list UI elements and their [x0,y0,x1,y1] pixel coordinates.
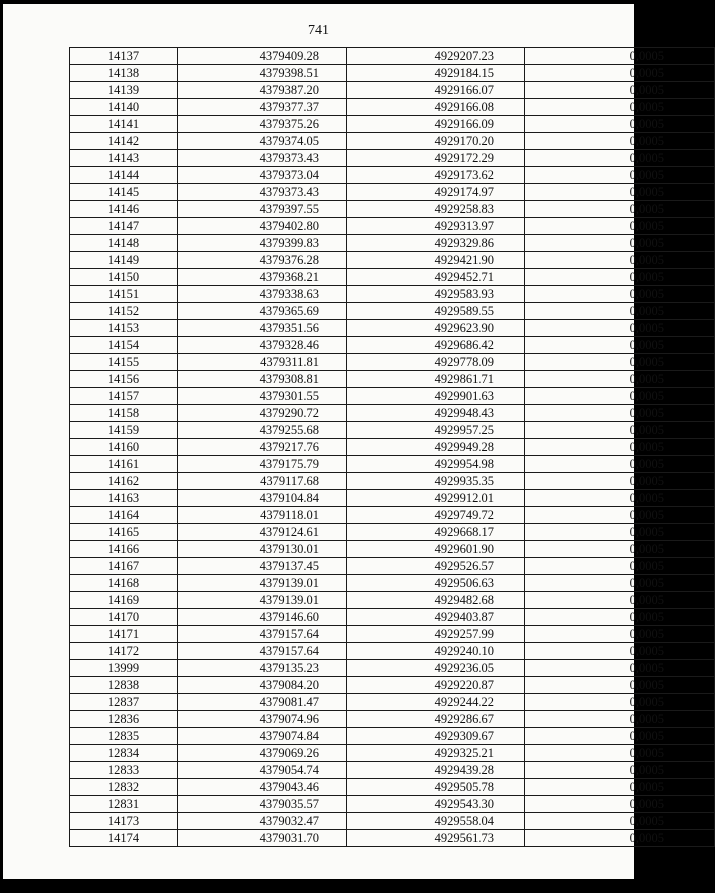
error-value-cell: 0,0005 [525,609,715,626]
x-coordinate-cell: 4379118.01 [178,507,347,524]
y-coordinate-cell: 4929258.83 [347,201,525,218]
x-coordinate-cell: 4379074.96 [178,711,347,728]
point-number-cell: 14168 [70,575,178,592]
table-row [70,575,715,592]
table-row [70,677,715,694]
coordinates-table-body [70,48,715,847]
y-coordinate-cell: 4929240.10 [347,643,525,660]
point-number-cell: 14154 [70,337,178,354]
error-value-cell: 0,0005 [525,524,715,541]
point-number-cell: 14174 [70,830,178,847]
point-number-cell: 14142 [70,133,178,150]
point-number-cell: 13999 [70,660,178,677]
error-value-cell: 0,0005 [525,473,715,490]
table-row [70,354,715,371]
y-coordinate-cell: 4929543.30 [347,796,525,813]
y-coordinate-cell: 4929421.90 [347,252,525,269]
x-coordinate-cell: 4379084.20 [178,677,347,694]
table-row [70,422,715,439]
error-value-cell: 0,0005 [525,218,715,235]
x-coordinate-cell: 4379104.84 [178,490,347,507]
table-row [70,133,715,150]
y-coordinate-cell: 4929623.90 [347,320,525,337]
x-coordinate-cell: 4379328.46 [178,337,347,354]
x-coordinate-cell: 4379117.68 [178,473,347,490]
point-number-cell: 12836 [70,711,178,728]
error-value-cell: 0,0005 [525,82,715,99]
point-number-cell: 14166 [70,541,178,558]
point-number-cell: 14158 [70,405,178,422]
x-coordinate-cell: 4379301.55 [178,388,347,405]
x-coordinate-cell: 4379375.26 [178,116,347,133]
x-coordinate-cell: 4379146.60 [178,609,347,626]
point-number-cell: 14143 [70,150,178,167]
table-row [70,150,715,167]
x-coordinate-cell: 4379130.01 [178,541,347,558]
point-number-cell: 14169 [70,592,178,609]
error-value-cell: 0,0005 [525,422,715,439]
x-coordinate-cell: 4379387.20 [178,82,347,99]
error-value-cell: 0,0005 [525,694,715,711]
y-coordinate-cell: 4929166.07 [347,82,525,99]
x-coordinate-cell: 4379377.37 [178,99,347,116]
x-coordinate-cell: 4379409.28 [178,48,347,65]
y-coordinate-cell: 4929244.22 [347,694,525,711]
point-number-cell: 14144 [70,167,178,184]
table-row [70,456,715,473]
table-row [70,762,715,779]
point-number-cell: 12837 [70,694,178,711]
error-value-cell: 0,0005 [525,456,715,473]
point-number-cell: 14165 [70,524,178,541]
y-coordinate-cell: 4929170.20 [347,133,525,150]
y-coordinate-cell: 4929749.72 [347,507,525,524]
y-coordinate-cell: 4929166.08 [347,99,525,116]
table-row [70,235,715,252]
error-value-cell: 0,0005 [525,813,715,830]
x-coordinate-cell: 4379397.55 [178,201,347,218]
table-row [70,541,715,558]
error-value-cell: 0,0005 [525,65,715,82]
error-value-cell: 0,0005 [525,677,715,694]
point-number-cell: 14153 [70,320,178,337]
x-coordinate-cell: 4379035.57 [178,796,347,813]
x-coordinate-cell: 4379135.23 [178,660,347,677]
point-number-cell: 12838 [70,677,178,694]
table-row [70,830,715,847]
y-coordinate-cell: 4929505.78 [347,779,525,796]
point-number-cell: 12834 [70,745,178,762]
y-coordinate-cell: 4929601.90 [347,541,525,558]
y-coordinate-cell: 4929589.55 [347,303,525,320]
table-row [70,490,715,507]
point-number-cell: 14159 [70,422,178,439]
x-coordinate-cell: 4379081.47 [178,694,347,711]
x-coordinate-cell: 4379398.51 [178,65,347,82]
x-coordinate-cell: 4379157.64 [178,643,347,660]
table-row [70,507,715,524]
error-value-cell: 0,0005 [525,405,715,422]
error-value-cell: 0,0005 [525,592,715,609]
x-coordinate-cell: 4379255.68 [178,422,347,439]
table-row [70,116,715,133]
table-row [70,439,715,456]
x-coordinate-cell: 4379043.46 [178,779,347,796]
x-coordinate-cell: 4379157.64 [178,626,347,643]
table-row [70,388,715,405]
table-row [70,626,715,643]
point-number-cell: 14170 [70,609,178,626]
x-coordinate-cell: 4379032.47 [178,813,347,830]
table-row [70,779,715,796]
error-value-cell: 0,0005 [525,99,715,116]
x-coordinate-cell: 4379074.84 [178,728,347,745]
y-coordinate-cell: 4929686.42 [347,337,525,354]
table-row [70,558,715,575]
y-coordinate-cell: 4929948.43 [347,405,525,422]
x-coordinate-cell: 4379376.28 [178,252,347,269]
y-coordinate-cell: 4929286.67 [347,711,525,728]
x-coordinate-cell: 4379374.05 [178,133,347,150]
y-coordinate-cell: 4929558.04 [347,813,525,830]
y-coordinate-cell: 4929257.99 [347,626,525,643]
x-coordinate-cell: 4379402.80 [178,218,347,235]
y-coordinate-cell: 4929778.09 [347,354,525,371]
y-coordinate-cell: 4929166.09 [347,116,525,133]
x-coordinate-cell: 4379308.81 [178,371,347,388]
x-coordinate-cell: 4379124.61 [178,524,347,541]
error-value-cell: 0,0005 [525,439,715,456]
error-value-cell: 0,0005 [525,728,715,745]
x-coordinate-cell: 4379399.83 [178,235,347,252]
y-coordinate-cell: 4929912.01 [347,490,525,507]
table-row [70,728,715,745]
y-coordinate-cell: 4929329.86 [347,235,525,252]
y-coordinate-cell: 4929403.87 [347,609,525,626]
error-value-cell: 0,0005 [525,167,715,184]
y-coordinate-cell: 4929174.97 [347,184,525,201]
point-number-cell: 14157 [70,388,178,405]
point-number-cell: 14148 [70,235,178,252]
table-row [70,82,715,99]
table-row [70,201,715,218]
point-number-cell: 14138 [70,65,178,82]
error-value-cell: 0,0005 [525,558,715,575]
error-value-cell: 0,0005 [525,660,715,677]
error-value-cell: 0,0005 [525,201,715,218]
error-value-cell: 0,0005 [525,779,715,796]
error-value-cell: 0,0005 [525,48,715,65]
table-row [70,65,715,82]
x-coordinate-cell: 4379139.01 [178,575,347,592]
x-coordinate-cell: 4379338.63 [178,286,347,303]
table-row [70,48,715,65]
error-value-cell: 0,0005 [525,575,715,592]
table-row [70,320,715,337]
point-number-cell: 14164 [70,507,178,524]
error-value-cell: 0,0005 [525,388,715,405]
error-value-cell: 0,0005 [525,269,715,286]
point-number-cell: 14162 [70,473,178,490]
table-row [70,524,715,541]
x-coordinate-cell: 4379373.43 [178,184,347,201]
x-coordinate-cell: 4379137.45 [178,558,347,575]
point-number-cell: 12835 [70,728,178,745]
x-coordinate-cell: 4379069.26 [178,745,347,762]
point-number-cell: 14167 [70,558,178,575]
point-number-cell: 14161 [70,456,178,473]
coordinates-table [69,47,715,847]
error-value-cell: 0,0005 [525,830,715,847]
y-coordinate-cell: 4929173.62 [347,167,525,184]
error-value-cell: 0,0005 [525,116,715,133]
y-coordinate-cell: 4929668.17 [347,524,525,541]
table-row [70,643,715,660]
error-value-cell: 0,0005 [525,711,715,728]
x-coordinate-cell: 4379139.01 [178,592,347,609]
x-coordinate-cell: 4379365.69 [178,303,347,320]
error-value-cell: 0,0005 [525,286,715,303]
point-number-cell: 14152 [70,303,178,320]
x-coordinate-cell: 4379290.72 [178,405,347,422]
y-coordinate-cell: 4929561.73 [347,830,525,847]
error-value-cell: 0,0005 [525,320,715,337]
point-number-cell: 14173 [70,813,178,830]
y-coordinate-cell: 4929954.98 [347,456,525,473]
error-value-cell: 0,0005 [525,796,715,813]
table-row [70,303,715,320]
y-coordinate-cell: 4929935.35 [347,473,525,490]
table-row [70,337,715,354]
table-row [70,167,715,184]
table-row [70,405,715,422]
error-value-cell: 0,0005 [525,354,715,371]
error-value-cell: 0,0005 [525,762,715,779]
point-number-cell: 14139 [70,82,178,99]
error-value-cell: 0,0005 [525,150,715,167]
point-number-cell: 14163 [70,490,178,507]
error-value-cell: 0,0005 [525,303,715,320]
error-value-cell: 0,0005 [525,490,715,507]
y-coordinate-cell: 4929207.23 [347,48,525,65]
error-value-cell: 0,0005 [525,235,715,252]
point-number-cell: 14150 [70,269,178,286]
point-number-cell: 12833 [70,762,178,779]
point-number-cell: 14147 [70,218,178,235]
error-value-cell: 0,0005 [525,541,715,558]
point-number-cell: 14156 [70,371,178,388]
document-page [3,4,664,879]
error-value-cell: 0,0005 [525,643,715,660]
table-row [70,184,715,201]
x-coordinate-cell: 4379175.79 [178,456,347,473]
table-row [70,99,715,116]
y-coordinate-cell: 4929482.68 [347,592,525,609]
error-value-cell: 0,0005 [525,337,715,354]
y-coordinate-cell: 4929506.63 [347,575,525,592]
x-coordinate-cell: 4379373.04 [178,167,347,184]
y-coordinate-cell: 4929957.25 [347,422,525,439]
table-row [70,592,715,609]
table-row [70,286,715,303]
point-number-cell: 14145 [70,184,178,201]
point-number-cell: 14171 [70,626,178,643]
point-number-cell: 14146 [70,201,178,218]
y-coordinate-cell: 4929309.67 [347,728,525,745]
table-row [70,796,715,813]
y-coordinate-cell: 4929583.93 [347,286,525,303]
table-row [70,711,715,728]
error-value-cell: 0,0005 [525,184,715,201]
y-coordinate-cell: 4929861.71 [347,371,525,388]
table-row [70,252,715,269]
table-row [70,813,715,830]
error-value-cell: 0,0005 [525,745,715,762]
table-row [70,609,715,626]
table-row [70,269,715,286]
x-coordinate-cell: 4379217.76 [178,439,347,456]
point-number-cell: 14172 [70,643,178,660]
point-number-cell: 12832 [70,779,178,796]
y-coordinate-cell: 4929439.28 [347,762,525,779]
page-number: 741 [308,23,329,38]
y-coordinate-cell: 4929184.15 [347,65,525,82]
x-coordinate-cell: 4379031.70 [178,830,347,847]
point-number-cell: 14140 [70,99,178,116]
x-coordinate-cell: 4379368.21 [178,269,347,286]
error-value-cell: 0,0005 [525,133,715,150]
error-value-cell: 0,0005 [525,371,715,388]
table-row [70,745,715,762]
y-coordinate-cell: 4929313.97 [347,218,525,235]
table-row [70,473,715,490]
x-coordinate-cell: 4379054.74 [178,762,347,779]
y-coordinate-cell: 4929901.63 [347,388,525,405]
table-row [70,218,715,235]
point-number-cell: 14155 [70,354,178,371]
y-coordinate-cell: 4929526.57 [347,558,525,575]
x-coordinate-cell: 4379351.56 [178,320,347,337]
point-number-cell: 14149 [70,252,178,269]
table-row [70,694,715,711]
point-number-cell: 14141 [70,116,178,133]
error-value-cell: 0,0005 [525,252,715,269]
y-coordinate-cell: 4929236.05 [347,660,525,677]
y-coordinate-cell: 4929452.71 [347,269,525,286]
point-number-cell: 14137 [70,48,178,65]
point-number-cell: 14160 [70,439,178,456]
y-coordinate-cell: 4929325.21 [347,745,525,762]
table-row [70,371,715,388]
x-coordinate-cell: 4379373.43 [178,150,347,167]
y-coordinate-cell: 4929220.87 [347,677,525,694]
y-coordinate-cell: 4929172.29 [347,150,525,167]
point-number-cell: 12831 [70,796,178,813]
point-number-cell: 14151 [70,286,178,303]
error-value-cell: 0,0005 [525,626,715,643]
y-coordinate-cell: 4929949.28 [347,439,525,456]
error-value-cell: 0,0005 [525,507,715,524]
x-coordinate-cell: 4379311.81 [178,354,347,371]
table-row [70,660,715,677]
